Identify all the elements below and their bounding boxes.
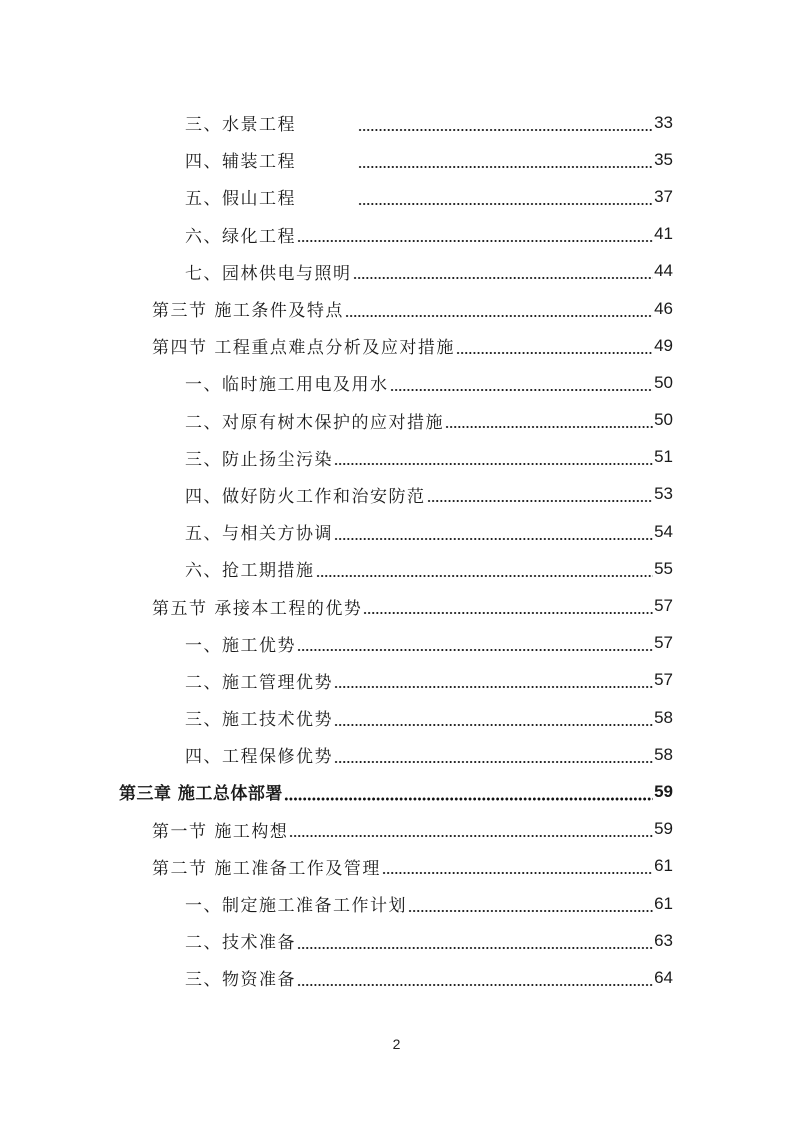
- dot-leader: [390, 373, 654, 393]
- toc-entry-label: 第三章 施工总体部署: [119, 784, 283, 805]
- toc-entry-label: 六、绿化工程: [185, 226, 296, 247]
- toc-entry[interactable]: [0, 364, 793, 401]
- toc-section[interactable]: [0, 587, 793, 624]
- toc-entry-page: 51: [654, 447, 673, 467]
- table-of-contents: [0, 104, 793, 997]
- dot-leader: [456, 336, 653, 356]
- dot-leader: [334, 670, 653, 690]
- toc-entry-label: 一、临时施工用电及用水: [185, 375, 389, 396]
- dot-leader: [334, 745, 653, 765]
- toc-entry[interactable]: [0, 476, 793, 513]
- toc-entry-page: 50: [654, 372, 673, 392]
- toc-entry-label: 三、防止扬尘污染: [185, 449, 333, 470]
- toc-entry-page: 61: [654, 893, 673, 913]
- toc-entry-page: 44: [654, 261, 673, 281]
- toc-entry-page: 53: [654, 484, 673, 504]
- toc-entry-label: 第四节 工程重点难点分析及应对措施: [152, 338, 455, 359]
- toc-entry-page: 55: [654, 558, 673, 578]
- toc-entry-page: 64: [654, 967, 673, 987]
- toc-entry[interactable]: [0, 141, 793, 178]
- toc-entry-page: 59: [654, 781, 673, 801]
- dot-leader: [284, 782, 653, 802]
- toc-entry-label: 第一节 施工构想: [152, 821, 289, 842]
- toc-entry-page: 59: [654, 819, 673, 839]
- toc-entry-label: 一、施工优势: [185, 635, 296, 656]
- toc-entry-page: 57: [654, 670, 673, 690]
- toc-entry[interactable]: [0, 699, 793, 736]
- page-number: 2: [392, 1036, 401, 1052]
- toc-section[interactable]: [0, 811, 793, 848]
- toc-entry-page: 41: [654, 224, 673, 244]
- toc-entry-page: 46: [654, 298, 673, 318]
- toc-entry-label: 五、假山工程: [185, 189, 296, 210]
- toc-entry-label: 四、做好防火工作和治安防范: [185, 486, 426, 507]
- toc-entry-label: 五、与相关方协调: [185, 524, 333, 545]
- toc-entry-page: 49: [654, 335, 673, 355]
- dot-leader: [358, 113, 653, 133]
- toc-entry-page: 57: [654, 633, 673, 653]
- toc-entry-label: 第三节 施工条件及特点: [152, 301, 344, 322]
- toc-entry-label: 七、园林供电与照明: [185, 263, 352, 284]
- dot-leader: [297, 633, 653, 653]
- toc-entry-label: 三、水景工程: [185, 115, 296, 136]
- dot-leader: [345, 299, 653, 319]
- dot-leader: [297, 931, 653, 951]
- toc-entry[interactable]: [0, 922, 793, 959]
- dot-leader: [408, 894, 653, 914]
- dot-leader: [358, 150, 653, 170]
- toc-entry-label: 四、工程保修优势: [185, 747, 333, 768]
- toc-entry-page: 37: [654, 186, 673, 206]
- dot-leader: [334, 522, 653, 542]
- toc-entry-label: 二、施工管理优势: [185, 672, 333, 693]
- toc-entry-label: 六、抢工期措施: [185, 561, 315, 582]
- toc-entry-label: 四、辅装工程: [185, 152, 296, 173]
- toc-chapter[interactable]: [0, 773, 793, 810]
- toc-entry-page: 58: [654, 707, 673, 727]
- toc-entry[interactable]: [0, 736, 793, 773]
- dot-leader: [382, 856, 653, 876]
- toc-entry[interactable]: [0, 402, 793, 439]
- toc-entry[interactable]: [0, 216, 793, 253]
- dot-leader: [334, 708, 653, 728]
- toc-entry-label: 一、制定施工准备工作计划: [185, 896, 407, 917]
- toc-entry[interactable]: [0, 439, 793, 476]
- toc-entry-page: 54: [654, 521, 673, 541]
- toc-entry-page: 35: [654, 149, 673, 169]
- dot-leader: [445, 410, 653, 430]
- toc-entry-label: 第五节 承接本工程的优势: [152, 598, 363, 619]
- toc-entry[interactable]: [0, 178, 793, 215]
- toc-entry[interactable]: [0, 104, 793, 141]
- dot-leader: [353, 261, 654, 281]
- toc-section[interactable]: [0, 848, 793, 885]
- toc-entry[interactable]: [0, 625, 793, 662]
- dot-leader: [427, 484, 654, 504]
- toc-entry-label: 三、物资准备: [185, 970, 296, 991]
- dot-leader: [358, 187, 653, 207]
- dot-leader: [297, 224, 653, 244]
- toc-entry-label: 二、技术准备: [185, 933, 296, 954]
- toc-section[interactable]: [0, 290, 793, 327]
- dot-leader: [289, 819, 653, 839]
- dot-leader: [363, 596, 653, 616]
- toc-section[interactable]: [0, 327, 793, 364]
- toc-entry-page: 33: [654, 112, 673, 132]
- toc-entry[interactable]: [0, 885, 793, 922]
- toc-entry[interactable]: [0, 253, 793, 290]
- toc-entry-label: 第二节 施工准备工作及管理: [152, 858, 381, 879]
- toc-entry-page: 50: [654, 410, 673, 430]
- toc-entry-page: 57: [654, 596, 673, 616]
- toc-entry-page: 58: [654, 744, 673, 764]
- dot-leader: [334, 447, 653, 467]
- dot-leader: [297, 968, 653, 988]
- toc-entry[interactable]: [0, 550, 793, 587]
- toc-entry[interactable]: [0, 662, 793, 699]
- toc-entry-page: 61: [654, 856, 673, 876]
- toc-entry[interactable]: [0, 959, 793, 996]
- toc-entry-label: 三、施工技术优势: [185, 710, 333, 731]
- toc-entry-page: 63: [654, 930, 673, 950]
- dot-leader: [316, 559, 654, 579]
- toc-entry[interactable]: [0, 513, 793, 550]
- toc-entry-label: 二、对原有树木保护的应对措施: [185, 412, 444, 433]
